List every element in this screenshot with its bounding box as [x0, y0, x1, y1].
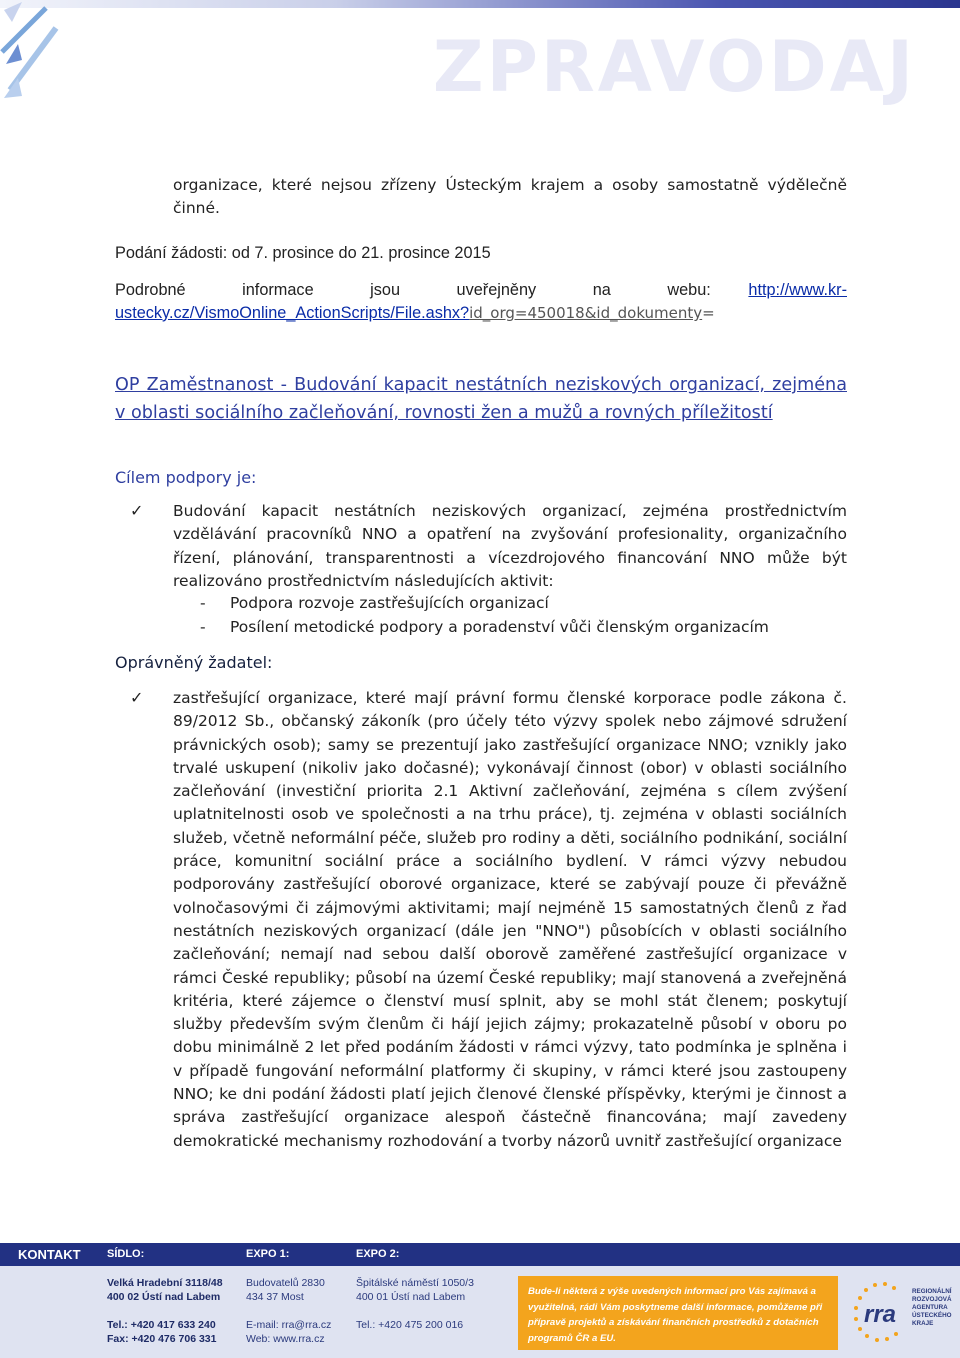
logo-line-2: ROZVOJOVÁ — [912, 1296, 952, 1303]
arrow-logo-icon — [0, 0, 70, 110]
rra-logo-text — [912, 1288, 960, 1328]
dash-bullet: - — [200, 618, 206, 636]
footer-sidlo-column — [107, 1276, 223, 1346]
expo2-address-2: 400 01 Ústí nad Labem — [356, 1291, 466, 1303]
checkmark-icon: ✓ — [130, 688, 144, 707]
sidlo-phone: Tel.: +420 417 633 240 — [107, 1319, 216, 1331]
masthead-title: ZPRAVODAJ — [432, 26, 916, 108]
sidlo-fax: Fax: +420 476 706 331 — [107, 1333, 217, 1345]
svg-text:rra: rra — [864, 1301, 897, 1328]
applicant-text: zastřešující organizace, které mají právní formu členské korporace podle zákona č. 89/2012 Sb., občanský zákoník (pro účely této výzvy spolek nebo zájmové sdružení právnických osob); samy se prezentují jako zastřešující organizace NNO; vznikly jako trvalé uskupení (nikoliv jako dočasné); vykonávají činnost (obor) v oblasti sociálního začleňování (investiční priorita 2.1 Aktivní začleňování, zejména s cílem zvýšení uplatnitelnosti osob ve společnosti a na trhu práce), tj. zejména v oblasti sociálních služeb, včetně neformální péče, služeb pro rodiny a děti, sociálního podnikání, sociální práce, komunitní sociální práce a sociálního bydlení. V rámci výzvy nebudou podporovány zastřešující oborové organizace, které se zabývají pouze či převážně volnočasovými či zájmovými aktivitami; mají nejméně 15 samostatných členů z řad nestátních neziskových organizací (dále jen "NNO") působících v oblasti sociálního začleňování; nemají nad sebou další oborově zaměřené zastřešující organizace v rámci České republiky; působí na území České republiky; mají stanovená a zveřejněná kritéria, které zájemce o členství musí splnit, aby se mohl stát členem; poskytují služby především svým členům či hájí jejich zájmy; prokazatelně působí v oboru po dobu minimálně 2 let před podáním žádosti v rámci výzvy, tato podmínka je splněna i v případě fungování neformální platformy či skupiny, v rámci které jsou zastoupeny NNO; ke dni podání žádosti platí jejich členové členské příspěvky, kterými je činnost a správa zastřešující organizace alespoň částečně financována; mají zavedeny demokratické mechanismy rozhodování a tvorby názorů uvnitř zastřešující organizace — [173, 689, 847, 1150]
expo2-phone: Tel.: +420 475 200 016 — [356, 1319, 464, 1331]
logo-line-4: ÚSTECKÉHO KRAJE — [912, 1312, 952, 1327]
footer-sidlo-label: SÍDLO: — [107, 1248, 145, 1260]
info-prefix: Podrobné informace jsou uveřejněny na webu: — [115, 281, 711, 299]
goal-text: Budování kapacit nestátních neziskových organizací, zejména prostřednictvím vzdělávání pracovníků NNO a opatření na zvyšování profesionality, organizačního řízení, plánování, transparentnosti a vícezdrojového financování NNO může být realizováno prostřednictvím následujících aktivit: — [173, 502, 847, 590]
footer-expo2-column — [356, 1276, 474, 1332]
intro-line-1: organizace, které nejsou zřízeny Ústeckým krajem a osoby samostatně výdělečně — [173, 176, 847, 194]
info-link-suffix: = — [702, 304, 715, 322]
footer-expo1-column — [246, 1276, 331, 1346]
logo-line-1: REGIONÁLNÍ — [912, 1288, 952, 1295]
footer-notice-box: Bude-li některá z výše uvedených informací pro Vás zajímavá a využitelná, rádi Vám poskytneme další informace, pomůžeme při přípravě projektů a získávání finančních prostředků z dotačních programů ČR a EU. — [518, 1276, 838, 1350]
sidlo-address-2: 400 02 Ústí nad Labem — [107, 1291, 221, 1303]
footer-header-band — [0, 1243, 960, 1266]
op-section-title: OP Zaměstnanost - Budování kapacit nestátních neziskových organizací, zejména v oblasti sociálního začleňování, rovnosti žen a mužů a rovných příležitostí — [115, 375, 847, 423]
activity-list-item — [200, 618, 769, 636]
expo1-web[interactable]: Web: www.rra.cz — [246, 1333, 325, 1345]
info-link-part-3[interactable]: id_org=450018&id_dokumenty — [469, 304, 703, 322]
intro-paragraph — [173, 174, 847, 221]
applicant-label: Oprávněný žadatel: — [115, 653, 273, 672]
expo1-email[interactable]: E-mail: rra@rra.cz — [246, 1319, 332, 1331]
expo1-address-2: 434 37 Most — [246, 1291, 304, 1303]
info-paragraph — [115, 279, 847, 325]
info-link-part-1[interactable]: http://www.kr- — [748, 281, 847, 299]
expo2-address-1: Špitálské náměstí 1050/3 — [356, 1277, 474, 1289]
header-gradient-bar — [0, 0, 960, 8]
activity-text-1: Podpora rozvoje zastřešujících organizací — [230, 594, 549, 612]
footer-expo2-label: EXPO 2: — [356, 1248, 400, 1260]
deadline-text: Podání žádosti: od 7. prosince do 21. prosince 2015 — [115, 244, 491, 262]
dash-bullet: - — [200, 594, 206, 612]
info-line-1 — [115, 279, 847, 302]
info-line-2 — [115, 302, 847, 325]
activity-list-item — [200, 594, 549, 612]
sidlo-address-1: Velká Hradební 3118/48 — [107, 1277, 223, 1289]
footer-expo1-label: EXPO 1: — [246, 1248, 290, 1260]
info-link-part-2[interactable]: ustecky.cz/VismoOnline_ActionScripts/File.ashx? — [115, 304, 470, 322]
expo1-address-1: Budovatelů 2830 — [246, 1277, 325, 1289]
intro-line-2: činné. — [173, 199, 220, 218]
checkmark-icon: ✓ — [130, 501, 144, 520]
logo-line-3: AGENTURA — [912, 1304, 948, 1311]
goal-label: Cílem podpory je: — [115, 468, 257, 487]
activity-text-2: Posílení metodické podpory a poradenství vůči členským organizacím — [230, 618, 769, 636]
footer-kontakt-label: KONTAKT — [18, 1247, 81, 1262]
